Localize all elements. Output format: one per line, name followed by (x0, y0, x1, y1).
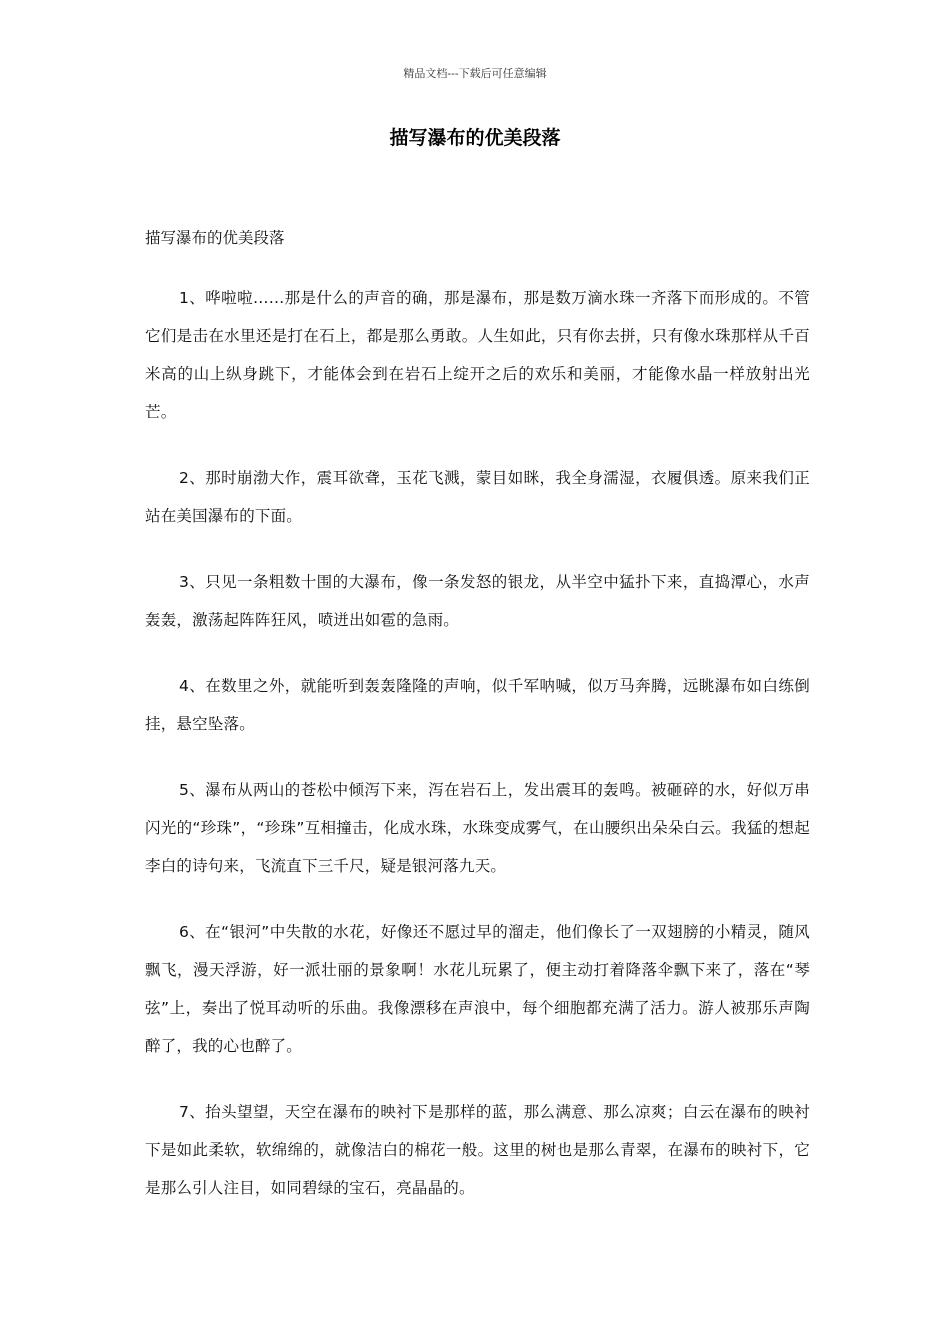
document-title: 描写瀑布的优美段落 (389, 127, 561, 149)
paragraph-2: 2、那时崩渤大作，震耳欲聋，玉花飞溅，蒙目如眯，我全身濡湿，衣履俱透。原来我们正站在美国瀑布的下面。 (145, 469, 810, 525)
paragraph-1: 1、哗啦啦……那是什么的声音的确，那是瀑布，那是数万滴水珠一齐落下而形成的。不管它们是击在水里还是打在石上，都是那么勇敢。人生如此，只有你去拼，只有像水珠那样从千百米高的山上纵身跳下，才能体会到在岩石上绽开之后的欢乐和美丽，才能像水晶一样放射出光芒。 (145, 289, 810, 421)
paragraph-6: 6、在“银河”中失散的水花，好像还不愿过早的溜走，他们像长了一双翅膀的小精灵，随风飘飞，漫天浮游，好一派壮丽的景象啊！水花儿玩累了，便主动打着降落伞飘下来了，落在“琴弦”上，奏出了悦耳动听的乐曲。我像漂移在声浪中，每个细胞都充满了活力。游人被那乐声陶醉了，我的心也醉了。 (145, 923, 810, 1055)
paragraph-5: 5、瀑布从两山的苍松中倾泻下来，泻在岩石上，发出震耳的轰鸣。被砸碎的水，好似万串闪光的“珍珠”，“珍珠”互相撞击，化成水珠，水珠变成雾气，在山腰织出朵朵白云。我猛的想起李白的诗句来，飞流直下三千尺，疑是银河落九天。 (145, 781, 810, 875)
section-subtitle: 描写瀑布的优美段落 (145, 229, 285, 247)
paragraph-3: 3、只见一条粗数十围的大瀑布，像一条发怒的银龙，从半空中猛扑下来，直捣潭心，水声轰轰，激荡起阵阵狂风，喷迸出如雹的急雨。 (145, 573, 810, 629)
document-body (145, 220, 810, 1235)
header-note: 精品文档---下载后可任意编辑 (403, 67, 547, 80)
paragraph-7: 7、抬头望望，天空在瀑布的映衬下是那样的蓝，那么满意、那么凉爽；白云在瀑布的映衬下是如此柔软，软绵绵的，就像洁白的棉花一般。这里的树也是那么青翠，在瀑布的映衬下，它是那么引人注目，如同碧绿的宝石，亮晶晶的。 (145, 1103, 810, 1197)
paragraph-4: 4、在数里之外，就能听到轰轰隆隆的声响，似千军呐喊，似万马奔腾，远眺瀑布如白练倒挂，悬空坠落。 (145, 677, 810, 733)
